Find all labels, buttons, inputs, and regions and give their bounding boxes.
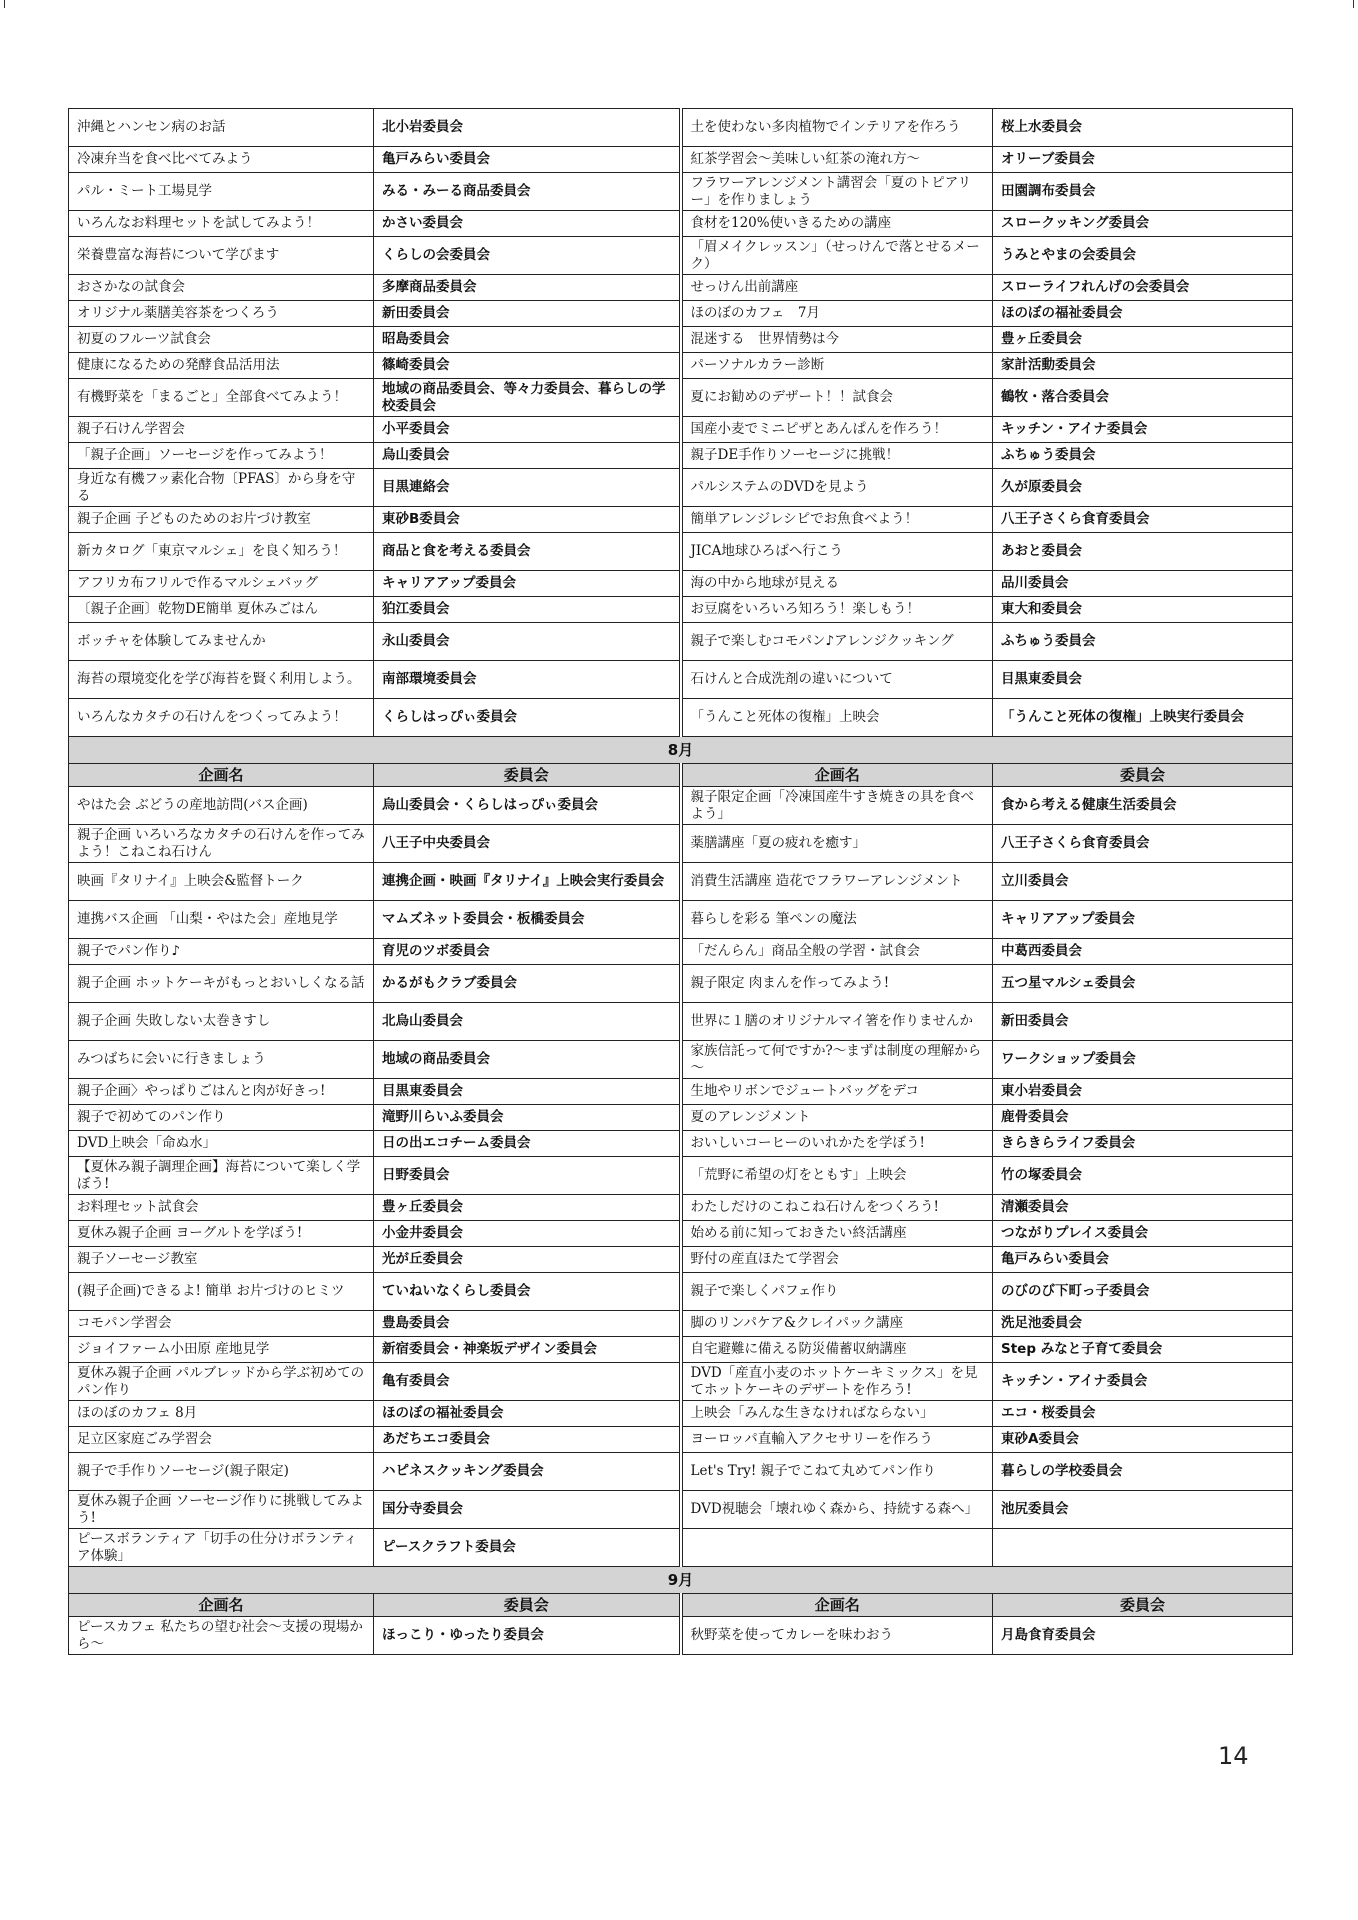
month-header-row (69, 1567, 1293, 1594)
event-name-cell: ほのぼのカフェ 8月 (69, 1401, 374, 1427)
committee-cell: 豊ヶ丘委員会 (374, 1195, 681, 1221)
event-name-cell: 新カタログ「東京マルシェ」を良く知ろう！ (69, 533, 374, 571)
committee-cell: 日野委員会 (374, 1157, 681, 1195)
event-name-cell: 「荒野に希望の灯をともす」上映会 (681, 1157, 993, 1195)
committee-cell: 国分寺委員会 (374, 1491, 681, 1529)
event-name-cell: 夏のアレンジメント (681, 1105, 993, 1131)
header-event-name: 企画名 (69, 764, 374, 787)
committee-cell: つながりプレイス委員会 (993, 1221, 1293, 1247)
committee-cell: 池尻委員会 (993, 1491, 1293, 1529)
event-name-cell: 始める前に知っておきたい終活講座 (681, 1221, 993, 1247)
committee-cell: 東砂B委員会 (374, 507, 681, 533)
table-row (69, 1363, 1293, 1401)
event-name-cell: 野付の産直ほたて学習会 (681, 1247, 993, 1273)
event-name-cell: 世界に１膳のオリジナルマイ箸を作りませんか (681, 1003, 993, 1041)
committee-cell: 日の出エコチーム委員会 (374, 1131, 681, 1157)
committee-cell: ていねいなくらし委員会 (374, 1273, 681, 1311)
committee-cell: 亀有委員会 (374, 1363, 681, 1401)
committee-cell: 鹿骨委員会 (993, 1105, 1293, 1131)
committee-cell: エコ・桜委員会 (993, 1401, 1293, 1427)
table-row (69, 863, 1293, 901)
committee-cell: 永山委員会 (374, 623, 681, 661)
committee-cell: 新田委員会 (993, 1003, 1293, 1041)
event-name-cell: ほのぼのカフェ 7月 (681, 301, 993, 327)
event-name-cell: 土を使わない多肉植物でインテリアを作ろう (681, 109, 993, 147)
event-name-cell: お料理セット試食会 (69, 1195, 374, 1221)
committee-cell: 東大和委員会 (993, 597, 1293, 623)
event-name-cell: ヨーロッパ直輸入アクセサリーを作ろう (681, 1427, 993, 1453)
schedule-body (69, 109, 1293, 1655)
event-name-cell: 上映会「みんな生きなければならない」 (681, 1401, 993, 1427)
committee-cell: みる・みーる商品委員会 (374, 173, 681, 211)
event-name-cell: パル・ミート工場見学 (69, 173, 374, 211)
committee-cell (993, 1529, 1293, 1567)
table-row (69, 1221, 1293, 1247)
event-name-cell: 夏休み親子企画 パルブレッドから学ぶ初めてのパン作り (69, 1363, 374, 1401)
event-name-cell: 秋野菜を使ってカレーを味わおう (681, 1617, 993, 1655)
event-name-cell: 消費生活講座 造花でフラワーアレンジメント (681, 863, 993, 901)
event-name-cell: 海苔の環境変化を学び海苔を賢く利用しよう。 (69, 661, 374, 699)
committee-cell: 東小岩委員会 (993, 1079, 1293, 1105)
event-name-cell: 親子企画 ホットケーキがもっとおいしくなる話 (69, 965, 374, 1003)
event-name-cell: 石けんと合成洗剤の違いについて (681, 661, 993, 699)
event-name-cell: 自宅避難に備える防災備蓄収納講座 (681, 1337, 993, 1363)
committee-cell: 目黒東委員会 (993, 661, 1293, 699)
event-name-cell: 初夏のフルーツ試食会 (69, 327, 374, 353)
table-row (69, 901, 1293, 939)
committee-cell: 新田委員会 (374, 301, 681, 327)
event-name-cell: 家族信託って何ですか?～まずは制度の理解から～ (681, 1041, 993, 1079)
table-row (69, 173, 1293, 211)
event-schedule-table (68, 108, 1293, 1655)
committee-cell: オリーブ委員会 (993, 147, 1293, 173)
event-name-cell: 栄養豊富な海苔について学びます (69, 237, 374, 275)
committee-cell: 洗足池委員会 (993, 1311, 1293, 1337)
committee-cell: 亀戸みらい委員会 (993, 1247, 1293, 1273)
committee-cell: 多摩商品委員会 (374, 275, 681, 301)
committee-cell: 狛江委員会 (374, 597, 681, 623)
event-name-cell: 簡単アレンジレシピでお魚食べよう！ (681, 507, 993, 533)
table-row (69, 1311, 1293, 1337)
committee-cell: キッチン・アイナ委員会 (993, 1363, 1293, 1401)
committee-cell: スローライフれんげの会委員会 (993, 275, 1293, 301)
event-name-cell: JICA地球ひろばへ行こう (681, 533, 993, 571)
committee-cell: Step みなと子育て委員会 (993, 1337, 1293, 1363)
event-name-cell: 国産小麦でミニピザとあんぱんを作ろう！ (681, 417, 993, 443)
event-name-cell: 親子で楽しくパフェ作り (681, 1273, 993, 1311)
event-name-cell: 混迷する 世界情勢は今 (681, 327, 993, 353)
table-row (69, 327, 1293, 353)
committee-cell: かさい委員会 (374, 211, 681, 237)
table-row (69, 571, 1293, 597)
committee-cell: 豊島委員会 (374, 1311, 681, 1337)
event-name-cell: 親子企画 いろいろなカタチの石けんを作ってみよう！こねこね石けん (69, 825, 374, 863)
committee-cell: 目黒東委員会 (374, 1079, 681, 1105)
committee-cell: 目黒連絡会 (374, 469, 681, 507)
committee-cell: 亀戸みらい委員会 (374, 147, 681, 173)
committee-cell: 昭島委員会 (374, 327, 681, 353)
event-name-cell: 親子でパン作り♪ (69, 939, 374, 965)
table-row (69, 1453, 1293, 1491)
committee-cell: 桜上水委員会 (993, 109, 1293, 147)
month-header-row (69, 737, 1293, 764)
event-name-cell: 親子企画 子どものためのお片づけ教室 (69, 507, 374, 533)
committee-cell: 月島食育委員会 (993, 1617, 1293, 1655)
event-name-cell: 海の中から地球が見える (681, 571, 993, 597)
table-row (69, 597, 1293, 623)
event-name-cell: いろんなお料理セットを試してみよう！ (69, 211, 374, 237)
event-name-cell: アフリカ布フリルで作るマルシェバッグ (69, 571, 374, 597)
event-name-cell: 親子で手作りソーセージ(親子限定) (69, 1453, 374, 1491)
event-name-cell: 親子ソーセージ教室 (69, 1247, 374, 1273)
crop-mark-right (1353, 0, 1354, 8)
committee-cell: マムズネット委員会・板橋委員会 (374, 901, 681, 939)
table-row (69, 1401, 1293, 1427)
table-row (69, 1427, 1293, 1453)
event-name-cell: 〔親子企画〕乾物DE簡単 夏休みごはん (69, 597, 374, 623)
event-name-cell: 沖縄とハンセン病のお話 (69, 109, 374, 147)
event-name-cell: 紅茶学習会～美味しい紅茶の淹れ方～ (681, 147, 993, 173)
event-name-cell: おさかなの試食会 (69, 275, 374, 301)
event-name-cell: Let's Try! 親子でこねて丸めてパン作り (681, 1453, 993, 1491)
table-row (69, 699, 1293, 737)
event-name-cell: 夏休み親子企画 ヨーグルトを学ぼう! (69, 1221, 374, 1247)
event-name-cell: 健康になるための発酵食品活用法 (69, 353, 374, 379)
event-name-cell: DVD「産直小麦のホットケーキミックス」を見てホットケーキのデザートを作ろう! (681, 1363, 993, 1401)
committee-cell: あおと委員会 (993, 533, 1293, 571)
committee-cell: ほっこり・ゆったり委員会 (374, 1617, 681, 1655)
table-row (69, 1247, 1293, 1273)
committee-cell: 立川委員会 (993, 863, 1293, 901)
event-name-cell: 暮らしを彩る 筆ペンの魔法 (681, 901, 993, 939)
committee-cell: 暮らしの学校委員会 (993, 1453, 1293, 1491)
committee-cell: うみとやまの会委員会 (993, 237, 1293, 275)
table-row (69, 275, 1293, 301)
committee-cell: 家計活動委員会 (993, 353, 1293, 379)
table-row (69, 1157, 1293, 1195)
committee-cell: 久が原委員会 (993, 469, 1293, 507)
event-name-cell: 「だんらん」商品全般の学習・試食会 (681, 939, 993, 965)
event-name-cell: パーソナルカラー診断 (681, 353, 993, 379)
table-row (69, 1491, 1293, 1529)
event-name-cell: せっけん出前講座 (681, 275, 993, 301)
header-committee: 委員会 (993, 1594, 1293, 1617)
event-name-cell: 親子限定 肉まんを作ってみよう! (681, 965, 993, 1003)
table-row (69, 939, 1293, 965)
month-label: 9月 (69, 1567, 1293, 1594)
committee-cell: かるがもクラブ委員会 (374, 965, 681, 1003)
committee-cell: 小平委員会 (374, 417, 681, 443)
committee-cell: キャリアアップ委員会 (993, 901, 1293, 939)
table-row (69, 825, 1293, 863)
crop-mark-left (4, 0, 5, 8)
table-row (69, 379, 1293, 417)
table-row (69, 787, 1293, 825)
table-row (69, 353, 1293, 379)
table-row (69, 533, 1293, 571)
event-name-cell: 親子石けん学習会 (69, 417, 374, 443)
column-header-row (69, 1594, 1293, 1617)
committee-cell: 八王子さくら食育委員会 (993, 507, 1293, 533)
event-name-cell: (親子企画)できるよ! 簡単 お片づけのヒミツ (69, 1273, 374, 1311)
committee-cell: 鶴牧・落合委員会 (993, 379, 1293, 417)
committee-cell: ワークショップ委員会 (993, 1041, 1293, 1079)
committee-cell: くらしはっぴぃ委員会 (374, 699, 681, 737)
committee-cell: 品川委員会 (993, 571, 1293, 597)
event-name-cell: 薬膳講座「夏の疲れを癒す」 (681, 825, 993, 863)
committee-cell: 中葛西委員会 (993, 939, 1293, 965)
event-name-cell: オリジナル薬膳美容茶をつくろう (69, 301, 374, 327)
event-name-cell: 親子企画 失敗しない太巻きすし (69, 1003, 374, 1041)
committee-cell: 滝野川らいふ委員会 (374, 1105, 681, 1131)
event-name-cell: 「うんこと死体の復権」上映会 (681, 699, 993, 737)
committee-cell: 八王子中央委員会 (374, 825, 681, 863)
event-name-cell: みつばちに会いに行きましょう (69, 1041, 374, 1079)
event-name-cell: 夏にお勧めのデザート！！試食会 (681, 379, 993, 417)
event-name-cell: やはた会 ぶどうの産地訪問(バス企画) (69, 787, 374, 825)
table-row (69, 623, 1293, 661)
event-name-cell: DVD視聴会「壊れゆく森から、持続する森へ」 (681, 1491, 993, 1529)
table-row (69, 417, 1293, 443)
committee-cell: きらきらライフ委員会 (993, 1131, 1293, 1157)
committee-cell: 連携企画・映画『タリナイ』上映会実行委員会 (374, 863, 681, 901)
event-name-cell: ジョイファーム小田原 産地見学 (69, 1337, 374, 1363)
committee-cell: スロークッキング委員会 (993, 211, 1293, 237)
table-row (69, 147, 1293, 173)
committee-cell: 育児のツボ委員会 (374, 939, 681, 965)
committee-cell: 田園調布委員会 (993, 173, 1293, 211)
table-row (69, 1337, 1293, 1363)
event-name-cell: 冷凍弁当を食べ比べてみよう (69, 147, 374, 173)
committee-cell: 商品と食を考える委員会 (374, 533, 681, 571)
committee-cell: 清瀬委員会 (993, 1195, 1293, 1221)
header-committee: 委員会 (374, 1594, 681, 1617)
committee-cell: キッチン・アイナ委員会 (993, 417, 1293, 443)
committee-cell: ピースクラフト委員会 (374, 1529, 681, 1567)
event-name-cell: 親子で初めてのパン作り (69, 1105, 374, 1131)
committee-cell: あだちエコ委員会 (374, 1427, 681, 1453)
committee-cell: 豊ヶ丘委員会 (993, 327, 1293, 353)
table-row (69, 965, 1293, 1003)
event-name-cell: ピースカフェ 私たちの望む社会～支援の現場から～ (69, 1617, 374, 1655)
event-name-cell: 生地やリボンでジュートバッグをデコ (681, 1079, 993, 1105)
committee-cell: 東砂A委員会 (993, 1427, 1293, 1453)
event-name-cell: お豆腐をいろいろ知ろう！楽しもう！ (681, 597, 993, 623)
event-name-cell: 連携バス企画 「山梨・やはた会」産地見学 (69, 901, 374, 939)
event-name-cell: コモパン学習会 (69, 1311, 374, 1337)
committee-cell: ふちゅう委員会 (993, 623, 1293, 661)
event-name-cell: 「親子企画」ソーセージを作ってみよう！ (69, 443, 374, 469)
month-label: 8月 (69, 737, 1293, 764)
committee-cell: 南部環境委員会 (374, 661, 681, 699)
event-name-cell: フラワーアレンジメント講習会「夏のトピアリー」を作りましょう (681, 173, 993, 211)
header-event-name: 企画名 (681, 764, 993, 787)
event-name-cell (681, 1529, 993, 1567)
table-row (69, 1131, 1293, 1157)
committee-cell: 烏山委員会 (374, 443, 681, 469)
table-row (69, 109, 1293, 147)
table-row (69, 301, 1293, 327)
committee-cell: 小金井委員会 (374, 1221, 681, 1247)
event-name-cell: ボッチャを体験してみませんか (69, 623, 374, 661)
committee-cell: 五つ星マルシェ委員会 (993, 965, 1293, 1003)
committee-cell: 地域の商品委員会 (374, 1041, 681, 1079)
event-name-cell: 脚のリンパケア&クレイパック講座 (681, 1311, 993, 1337)
table-row (69, 1105, 1293, 1131)
event-name-cell: DVD上映会「命ぬ水」 (69, 1131, 374, 1157)
committee-cell: 篠崎委員会 (374, 353, 681, 379)
committee-cell: 光が丘委員会 (374, 1247, 681, 1273)
committee-cell: 竹の塚委員会 (993, 1157, 1293, 1195)
table-row (69, 1617, 1293, 1655)
event-name-cell: 親子企画〉やっぱりごはんと肉が好きっ! (69, 1079, 374, 1105)
committee-cell: ほのぼの福祉委員会 (374, 1401, 681, 1427)
committee-cell: 北小岩委員会 (374, 109, 681, 147)
header-committee: 委員会 (374, 764, 681, 787)
committee-cell: 新宿委員会・神楽坂デザイン委員会 (374, 1337, 681, 1363)
committee-cell: ほのぼの福祉委員会 (993, 301, 1293, 327)
table-row (69, 1195, 1293, 1221)
table-row (69, 1273, 1293, 1311)
committee-cell: キャリアアップ委員会 (374, 571, 681, 597)
header-committee: 委員会 (993, 764, 1293, 787)
event-name-cell: 足立区家庭ごみ学習会 (69, 1427, 374, 1453)
table-row (69, 1041, 1293, 1079)
committee-cell: 烏山委員会・くらしはっぴぃ委員会 (374, 787, 681, 825)
event-name-cell: 食材を120%使いきるための講座 (681, 211, 993, 237)
committee-cell: 「うんこと死体の復権」上映実行委員会 (993, 699, 1293, 737)
table-row (69, 661, 1293, 699)
table-row (69, 469, 1293, 507)
event-name-cell: おいしいコーヒーのいれかたを学ぼう! (681, 1131, 993, 1157)
header-event-name: 企画名 (69, 1594, 374, 1617)
table-row (69, 1529, 1293, 1567)
committee-cell: 食から考える健康生活委員会 (993, 787, 1293, 825)
event-name-cell: 身近な有機フッ素化合物〔PFAS〕から身を守る (69, 469, 374, 507)
committee-cell: くらしの会委員会 (374, 237, 681, 275)
event-name-cell: 「眉メイクレッスン」（せっけんで落とせるメーク） (681, 237, 993, 275)
event-name-cell: 有機野菜を「まるごと」全部食べてみよう！ (69, 379, 374, 417)
table-row (69, 1003, 1293, 1041)
event-name-cell: 夏休み親子企画 ソーセージ作りに挑戦してみよう! (69, 1491, 374, 1529)
page-number: 14 (1218, 1742, 1249, 1770)
committee-cell: 地域の商品委員会、等々力委員会、暮らしの学校委員会 (374, 379, 681, 417)
event-name-cell: 映画『タリナイ』上映会&監督トーク (69, 863, 374, 901)
event-name-cell: 親子で楽しむコモパン♪アレンジクッキング (681, 623, 993, 661)
column-header-row (69, 764, 1293, 787)
event-name-cell: わたしだけのこねこね石けんをつくろう! (681, 1195, 993, 1221)
table-row (69, 507, 1293, 533)
event-name-cell: パルシステムのDVDを見よう (681, 469, 993, 507)
committee-cell: ハピネスクッキング委員会 (374, 1453, 681, 1491)
event-name-cell: 親子DE手作りソーセージに挑戦！ (681, 443, 993, 469)
event-name-cell: 【夏休み親子調理企画】海苔について楽しく学ぼう! (69, 1157, 374, 1195)
event-name-cell: ピースボランティア「切手の仕分けボランティア体験」 (69, 1529, 374, 1567)
table-row (69, 211, 1293, 237)
table-row (69, 237, 1293, 275)
committee-cell: 八王子さくら食育委員会 (993, 825, 1293, 863)
event-name-cell: いろんなカタチの石けんをつくってみよう！ (69, 699, 374, 737)
table-row (69, 443, 1293, 469)
table-row (69, 1079, 1293, 1105)
header-event-name: 企画名 (681, 1594, 993, 1617)
committee-cell: ふちゅう委員会 (993, 443, 1293, 469)
committee-cell: のびのび下町っ子委員会 (993, 1273, 1293, 1311)
committee-cell: 北烏山委員会 (374, 1003, 681, 1041)
event-name-cell: 親子限定企画「冷凍国産牛すき焼きの具を食べよう」 (681, 787, 993, 825)
